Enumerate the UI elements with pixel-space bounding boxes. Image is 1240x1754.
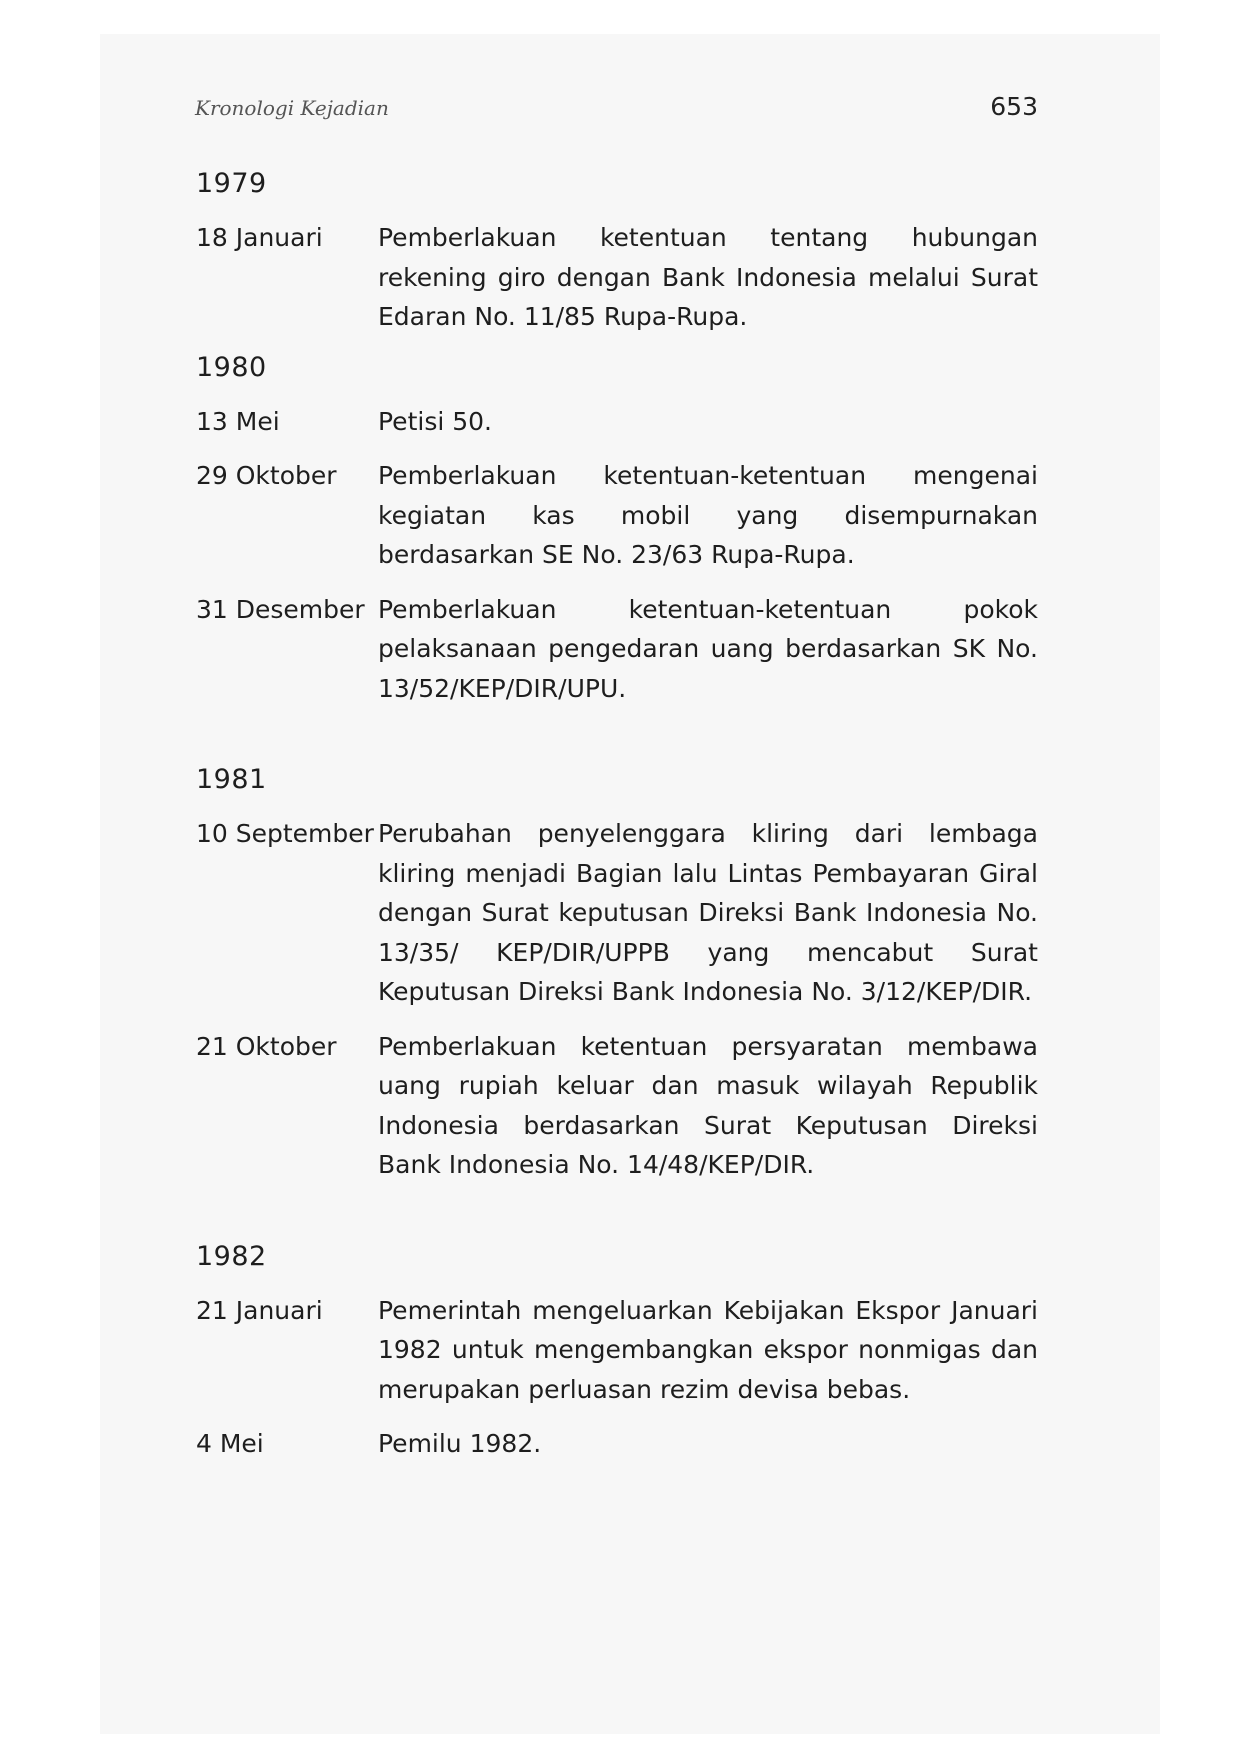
year-heading: 1981 xyxy=(196,764,267,795)
entry-text: Perubahan penyelenggara kliring dari lembaga kliring menjadi Bagian lalu Lintas Pembayaran Giral dengan Surat keputusan Direksi Bank Indonesia No. 13/35/ KEP/DIR/UPPB yang mencabut Surat Keputusan Direksi Bank Indonesia No. 3/12/KEP/DIR. xyxy=(378,819,1038,1006)
year-section-1981 xyxy=(196,764,1038,1185)
entry-date: 4 Mei xyxy=(196,1429,264,1458)
chronology-entry xyxy=(196,1424,1038,1464)
year-heading: 1979 xyxy=(196,168,267,199)
year-section-1980 xyxy=(196,352,1038,709)
year-section-1982 xyxy=(196,1241,1038,1464)
entry-date: 21 Oktober xyxy=(196,1031,337,1061)
entry-date: 18 Januari xyxy=(196,223,323,252)
entry-date: 10 September xyxy=(196,819,374,848)
entry-text: Pemberlakuan ketentuan-ketentuan mengenai kegiatan kas mobil yang disempurnakan berdasarkan SE No. 23/63 Rupa-Rupa. xyxy=(378,461,1038,569)
chronology-entry xyxy=(196,814,1038,1012)
entry-date: 21 Januari xyxy=(196,1295,323,1325)
chronology-entry xyxy=(196,1291,1038,1410)
entry-date: 29 Oktober xyxy=(196,461,337,490)
year-heading: 1980 xyxy=(196,351,267,383)
entry-text: Pemilu 1982. xyxy=(378,1429,542,1458)
chronology-entry xyxy=(196,1027,1038,1185)
running-head: Kronologi Kejadian xyxy=(195,96,389,120)
year-section-1979 xyxy=(196,168,1038,337)
entry-text: Pemberlakuan ketentuan persyaratan membawa uang rupiah keluar dan masuk wilayah Republik Indonesia berdasarkan Surat Keputusan Direksi Bank Indonesia No. 14/48/KEP/DIR. xyxy=(378,1031,1038,1179)
entry-text: Pemberlakuan ketentuan tentang hubungan rekening giro dengan Bank Indonesia melalui Surat Edaran No. 11/85 Rupa-Rupa. xyxy=(378,223,1038,331)
chronology-content xyxy=(196,168,1038,1479)
entry-text: Pemberlakuan ketentuan-ketentuan pokok pelaksanaan pengedaran uang berdasarkan SK No. 13/52/KEP/DIR/UPU. xyxy=(378,594,1038,703)
entry-date: 31 Desember xyxy=(196,594,365,624)
year-heading: 1982 xyxy=(196,1240,267,1272)
chronology-entry xyxy=(196,590,1038,709)
chronology-entry xyxy=(196,456,1038,575)
entry-date: 13 Mei xyxy=(196,406,280,436)
entry-text: Pemerintah mengeluarkan Kebijakan Ekspor Januari 1982 untuk mengembangkan ekspor nonmigas dan merupakan perluasan rezim devisa bebas. xyxy=(378,1295,1038,1404)
entry-text: Petisi 50. xyxy=(378,406,492,436)
chronology-entry xyxy=(196,402,1038,442)
page-number: 653 xyxy=(990,92,1038,121)
chronology-entry xyxy=(196,218,1038,337)
